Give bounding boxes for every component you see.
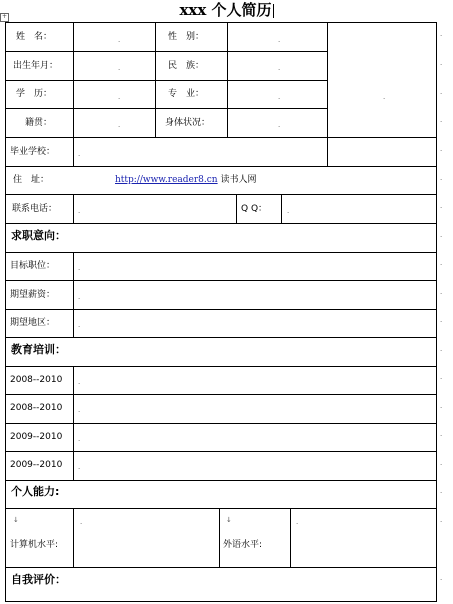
table-move-handle[interactable]: +: [1, 13, 8, 20]
row-end-mark: .: [440, 202, 443, 210]
col-divider: [155, 22, 156, 138]
cell-mark: .: [78, 264, 81, 272]
education-label: 学 历：: [16, 89, 53, 99]
address-label: 住 址：: [13, 175, 50, 185]
row-end-mark: .: [440, 402, 443, 410]
row-end-mark: .: [440, 459, 443, 467]
col-divider: [73, 252, 74, 338]
col-divider: [290, 508, 291, 567]
cell-mark: .: [383, 93, 386, 101]
computer-level-label: 计算机水平:: [10, 540, 59, 550]
row-end-mark: .: [440, 574, 443, 582]
row-divider: [5, 252, 437, 253]
phone-label: 联系电话：: [12, 204, 58, 214]
major-label: 专 业：: [168, 89, 205, 99]
row-divider: [5, 480, 437, 481]
col-divider: [327, 22, 328, 167]
cell-mark: .: [118, 64, 121, 72]
qq-label: Q Q：: [241, 204, 268, 214]
title-text: xxx 个人简历: [179, 1, 272, 19]
row-end-mark: .: [440, 487, 443, 495]
row-divider: [5, 194, 437, 195]
col-divider: [73, 194, 74, 223]
col-divider: [73, 366, 74, 480]
cell-mark: .: [278, 36, 281, 44]
row-end-mark: .: [440, 316, 443, 324]
abilities-heading: 个人能力:: [11, 485, 60, 498]
col-divider: [73, 22, 74, 167]
row-divider: [5, 137, 437, 138]
cell-mark: .: [78, 463, 81, 471]
ethnicity-label: 民 族：: [168, 61, 205, 71]
expected-region-label: 期望地区：: [10, 318, 56, 328]
row-end-mark: .: [440, 59, 443, 67]
origin-label: 籍贯：: [25, 118, 53, 128]
birth-label: 出生年月：: [13, 61, 59, 71]
cell-mark: .: [78, 435, 81, 443]
document-title: [0, 0, 453, 22]
job-intent-heading: 求职意向：: [11, 229, 66, 242]
name-label: 姓 名：: [16, 32, 53, 42]
row-end-mark: .: [440, 430, 443, 438]
row-divider: [5, 108, 327, 109]
school-label: 毕业学校：: [10, 147, 56, 157]
cell-mark: .: [78, 321, 81, 329]
edu-period-4: 2009--2010: [10, 460, 63, 470]
row-end-mark: .: [440, 345, 443, 353]
gender-label: 性 别：: [168, 32, 205, 42]
text-cursor: [273, 4, 274, 18]
row-end-mark: .: [440, 288, 443, 296]
edu-period-1: 2008--2010: [10, 375, 63, 385]
row-divider: [5, 394, 437, 395]
row-end-mark: .: [440, 30, 443, 38]
reader8-link[interactable]: http://www.reader8.cn: [115, 175, 218, 185]
expected-salary-label: 期望薪资：: [10, 290, 56, 300]
cell-mark: .: [78, 378, 81, 386]
row-divider: [5, 366, 437, 367]
cell-mark: .: [118, 93, 121, 101]
row-divider: [5, 567, 437, 568]
cell-mark: .: [80, 518, 83, 526]
row-divider: [5, 166, 437, 167]
row-end-mark: .: [440, 174, 443, 182]
tab-mark: ↓: [226, 516, 232, 524]
col-divider: [73, 508, 74, 567]
resume-table: [5, 22, 437, 602]
tab-mark: ↓: [13, 516, 19, 524]
row-divider: [5, 309, 437, 310]
row-end-mark: .: [440, 259, 443, 267]
cell-mark: .: [118, 121, 121, 129]
cell-mark: .: [78, 150, 81, 158]
cell-mark: .: [78, 406, 81, 414]
row-divider: [5, 80, 327, 81]
target-position-label: 目标职位：: [10, 261, 56, 271]
row-end-mark: .: [440, 516, 443, 524]
cell-mark: .: [118, 36, 121, 44]
cell-mark: .: [78, 293, 81, 301]
edu-period-2: 2008--2010: [10, 403, 63, 413]
cell-mark: .: [296, 518, 299, 526]
row-end-mark: .: [440, 145, 443, 153]
col-divider: [236, 194, 237, 223]
row-divider: [5, 223, 437, 224]
education-training-heading: 教育培训：: [11, 343, 66, 356]
cell-mark: .: [287, 207, 290, 215]
edu-period-3: 2009--2010: [10, 432, 63, 442]
cell-mark: .: [78, 207, 81, 215]
cell-mark: .: [278, 93, 281, 101]
row-divider: [5, 51, 327, 52]
health-label: 身体状况：: [165, 118, 211, 128]
row-divider: [5, 508, 437, 509]
cell-mark: .: [278, 64, 281, 72]
row-divider: [5, 337, 437, 338]
row-end-mark: .: [440, 373, 443, 381]
row-divider: [5, 423, 437, 424]
self-evaluation-heading: 自我评价：: [11, 573, 66, 586]
row-divider: [5, 451, 437, 452]
row-end-mark: .: [440, 116, 443, 124]
col-divider: [219, 508, 220, 567]
row-end-mark: .: [440, 88, 443, 96]
address-value: [115, 174, 257, 186]
row-divider: [5, 280, 437, 281]
col-divider: [281, 194, 282, 223]
col-divider: [227, 22, 228, 138]
cell-mark: .: [278, 121, 281, 129]
language-level-label: 外语水平:: [223, 540, 263, 550]
row-end-mark: .: [440, 231, 443, 239]
address-suffix: 读书人网: [220, 175, 257, 185]
